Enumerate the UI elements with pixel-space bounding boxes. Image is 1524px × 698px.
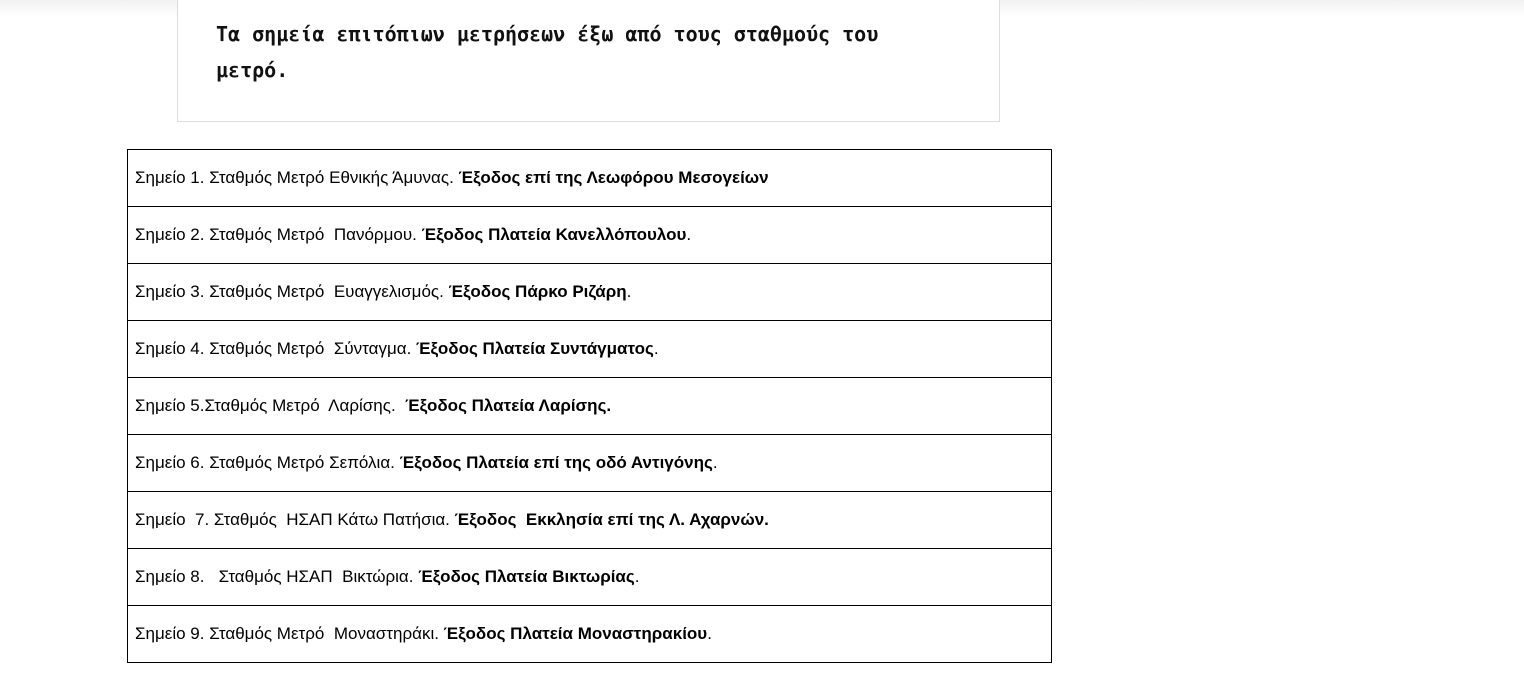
table-cell [128, 264, 1052, 321]
table-row [128, 321, 1052, 378]
station-text: Σημείο 7. Σταθμός ΗΣΑΠ Κάτω Πατήσια. [135, 510, 455, 529]
exit-text: Έξοδος Πλατεία Λαρίσης. [405, 396, 612, 415]
note-box [177, 0, 1000, 122]
exit-text: Έξοδος επί της Λεωφόρου Μεσογείων [458, 168, 769, 187]
station-text: Σημείο 3. Σταθμός Μετρό Ευαγγελισμός. [135, 282, 449, 301]
exit-text: Έξοδος Πλατεία Βικτωρίας [418, 567, 635, 586]
station-text: Σημείο 2. Σταθμός Μετρό Πανόρμου. [135, 225, 422, 244]
table-cell [128, 378, 1052, 435]
table-row [128, 264, 1052, 321]
table-row [128, 378, 1052, 435]
table-row [128, 435, 1052, 492]
exit-text: Έξοδος Πλατεία Μοναστηρακίου [443, 624, 708, 643]
table-row [128, 492, 1052, 549]
exit-text: Έξοδος Πλατεία Συντάγματος [416, 339, 654, 358]
row-end: . [653, 339, 659, 358]
table-cell [128, 435, 1052, 492]
row-end: . [707, 624, 712, 643]
table-cell [128, 207, 1052, 264]
table-cell [128, 321, 1052, 378]
station-text: Σημείο 5.Σταθμός Μετρό Λαρίσης. [135, 396, 406, 415]
table-cell [128, 150, 1052, 207]
station-text: Σημείο 4. Σταθμός Μετρό Σύνταγμα. [135, 339, 417, 358]
table-cell [128, 549, 1052, 606]
exit-text: Έξοδος Πάρκο Ριζάρη [448, 282, 627, 301]
table-row [128, 150, 1052, 207]
measurement-points-table [127, 149, 1052, 663]
station-text: Σημείο 6. Σταθμός Μετρό Σεπόλια. [135, 453, 400, 472]
row-end: . [686, 225, 692, 244]
exit-text: Έξοδος Πλατεία Κανελλόπουλου [421, 225, 687, 244]
station-text: Σημείο 9. Σταθμός Μετρό Μοναστηράκι. [135, 624, 444, 643]
row-end: . [626, 282, 632, 301]
table-cell [128, 492, 1052, 549]
note-text: Τα σημεία επιτόπιων μετρήσεων έξω από τους σταθμούς του μετρό. [216, 22, 879, 82]
station-text: Σημείο 8. Σταθμός ΗΣΑΠ Βικτώρια. [135, 567, 419, 586]
exit-text: Έξοδος Εκκλησία επί της Λ. Αχαρνών. [454, 510, 769, 529]
row-end: . [634, 567, 640, 586]
table-cell [128, 606, 1052, 663]
table-row [128, 207, 1052, 264]
table-row [128, 549, 1052, 606]
exit-text: Έξοδος Πλατεία επί της οδό Αντιγόνης [399, 453, 713, 472]
station-text: Σημείο 1. Σταθμός Μετρό Εθνικής Άμυνας. [135, 168, 459, 187]
row-end: . [712, 453, 718, 472]
table-row [128, 606, 1052, 663]
